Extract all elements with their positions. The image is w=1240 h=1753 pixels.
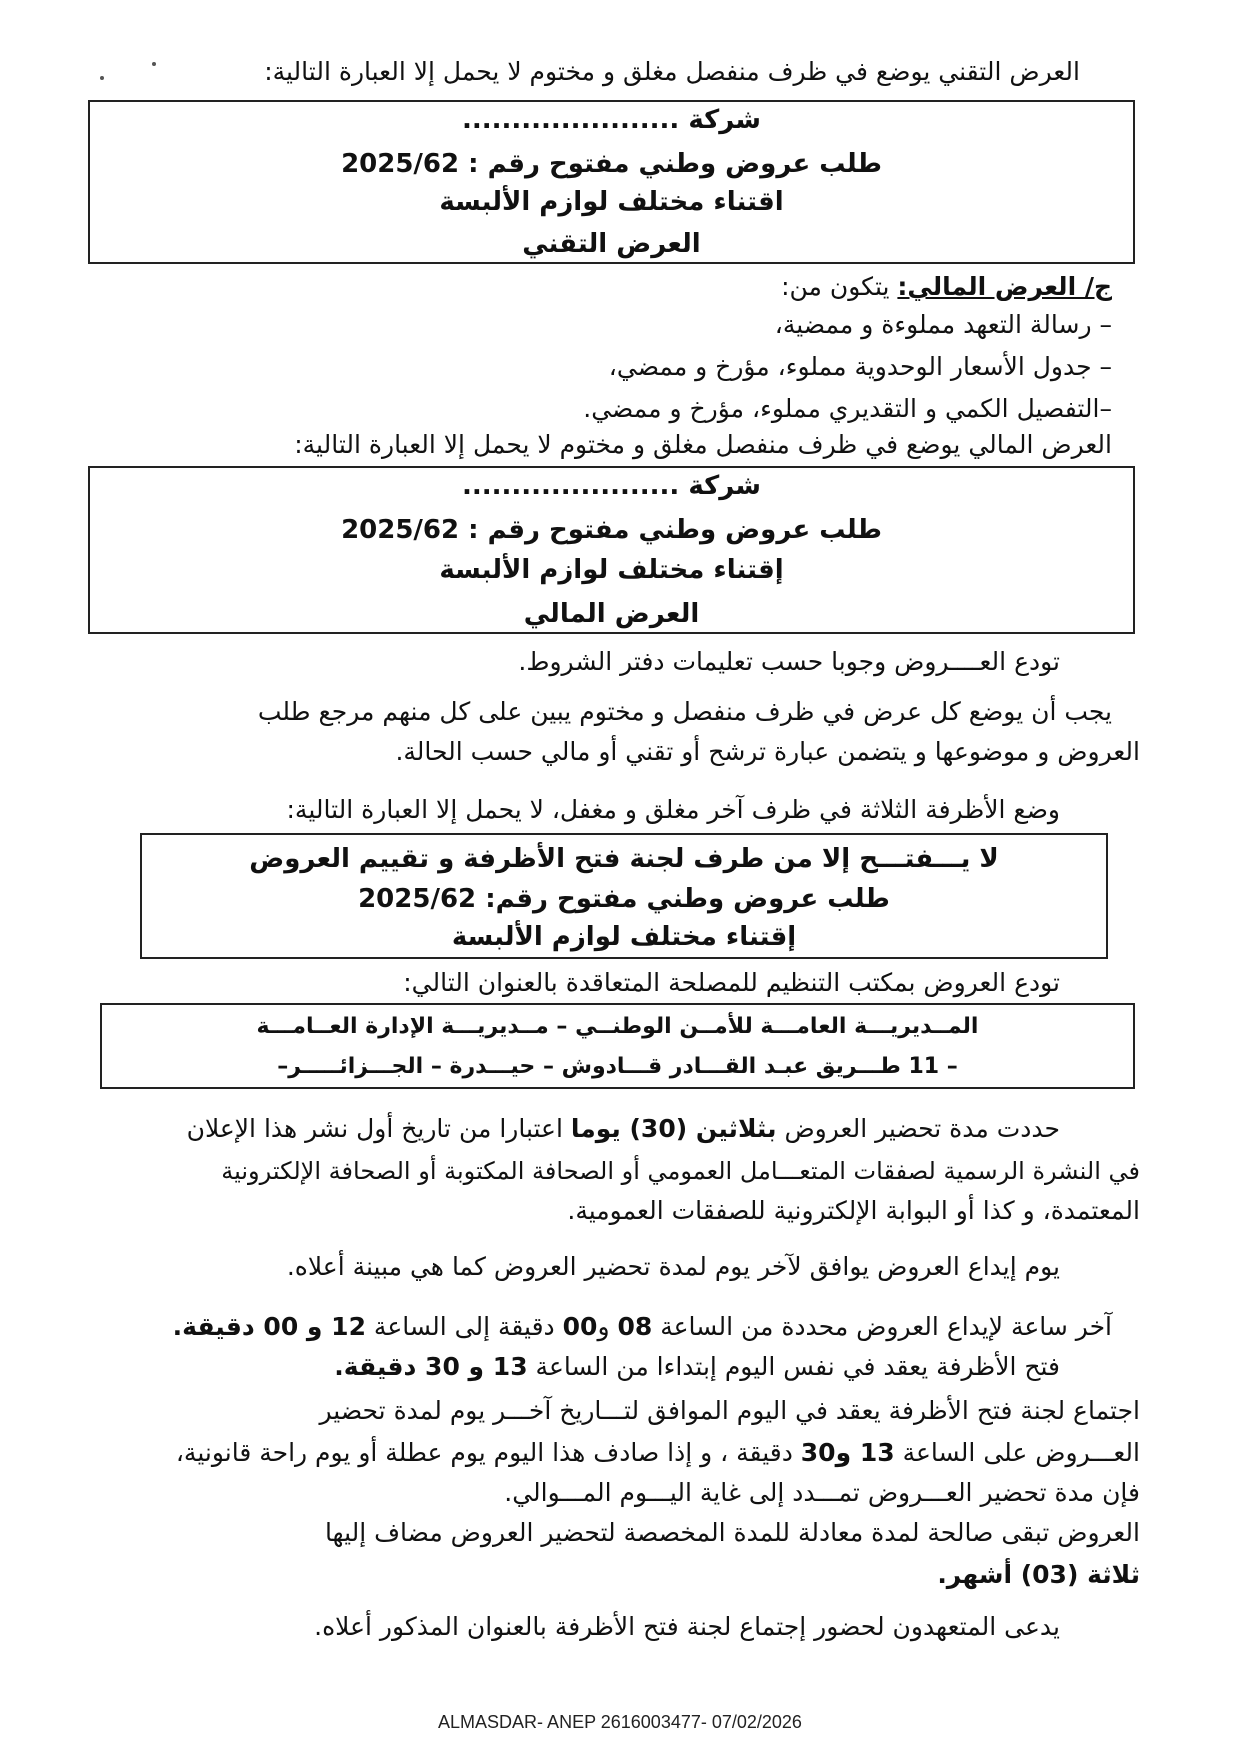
address-intro: تودع العروض بمكتب التنظيم للمصلحة المتعاقدة بالعنوان التالي: [403,968,1060,997]
deposit-rule-line: يجب أن يوضع كل عرض في ظرف منفصل و مختوم يبين على كل منهم مرجع طلب [257,697,1112,726]
company-line: شركة ...................... [462,105,761,135]
outer-label-line: إقتناء مختلف لوازم الألبسة [451,922,797,952]
hours-text: آخر ساعة لإيداع العروض محددة من الساعة [652,1312,1112,1341]
invitation-line: يدعى المتعهدون لحضور إجتماع لجنة فتح الأظرفة بالعنوان المذكور أعلاه. [314,1612,1060,1641]
opening-time-value: 13 و 30 دقيقة. [334,1352,528,1381]
financial-item: – رسالة التعهد مملوءة و ممضية، [774,310,1112,339]
outer-label-line: لا يـــفتـــح إلا من طرف لجنة فتح الأظرفة و تقييم العروض [249,844,999,874]
hours-value: 08 [617,1312,653,1341]
deadline-duration: بثلاثين (30) يوما [570,1114,777,1143]
technical-offer-intro: العرض التقني يوضع في ظرف منفصل مغلق و مختوم لا يحمل إلا العبارة التالية: [264,57,1080,86]
meeting-text: دقيقة ، و إذا صادف هذا اليوم يوم عطلة أو يوم راحة قانونية، [175,1438,801,1467]
address-box [100,1003,1135,1089]
deposit-rule-line: العروض و موضوعها و يتضمن عبارة ترشح أو تقني أو مالي حسب الحالة. [395,737,1140,766]
financial-offer-label-box [88,466,1135,634]
meeting-line: اجتماع لجنة فتح الأظرفة يعقد في اليوم الموافق لتـــاريخ آخـــر يوم لمدة تحضير [319,1396,1140,1425]
financial-offer-intro: العرض المالي يوضع في ظرف منفصل مغلق و مختوم لا يحمل إلا العبارة التالية: [294,430,1112,459]
outer-envelope-intro: وضع الأظرفة الثلاثة في ظرف آخر مغلق و مغفل، لا يحمل إلا العبارة التالية: [286,795,1060,824]
deadline-line: في النشرة الرسمية لصفقات المتعـــامل العمومي أو الصحافة المكتوبة أو الصحافة الإلكترونية [221,1157,1140,1185]
deposit-day-line: يوم إيداع العروض يوافق لآخر يوم لمدة تحضير العروض كما هي مبينة أعلاه. [286,1252,1060,1281]
deadline-line [187,1112,1060,1146]
tender-number-line: طلب عروض وطني مفتوح رقم : 2025/62 [341,149,882,179]
financial-offer-heading [781,270,1112,304]
tender-object-line: اقتناء مختلف لوازم الألبسة [439,187,784,217]
address-line: – 11 طـــريق عبـد القـــادر قـــادوش – حيـــدرة – الجـــزائـــــر– [277,1054,958,1079]
offer-title: العرض التقني [522,229,701,259]
meeting-line: فإن مدة تحضير العـــروض تمـــدد إلى غاية اليـــوم المـــوالي. [504,1478,1140,1507]
scan-speck [152,62,156,66]
hours-value: 12 و 00 دقيقة. [172,1312,366,1341]
outer-label-line: طلب عروض وطني مفتوح رقم: 2025/62 [358,884,890,914]
deadline-line: المعتمدة، و كذا أو البوابة الإلكترونية للصفقات العمومية. [567,1196,1140,1225]
meeting-text: العـــروض على الساعة [894,1438,1140,1467]
company-line: شركة ...................... [462,471,761,501]
hours-value: 00 [562,1312,598,1341]
footer-reference: ALMASDAR- ANEP 2616003477- 07/02/2026 [438,1712,802,1732]
validity-period: ثلاثة (03) أشهر. [937,1560,1140,1589]
deposit-hours-line [173,1310,1112,1344]
meeting-time-value: 13 و30 [800,1438,895,1467]
financial-item: –التفصيل الكمي و التقديري مملوء، مؤرخ و ممضي. [583,394,1112,423]
tender-object-line: إقتناء مختلف لوازم الألبسة [439,555,784,585]
address-line: المــديريـــة العامـــة للأمــن الوطنــي – مــديريـــة الإدارة العــامـــة [256,1014,979,1039]
validity-line: العروض تبقى صالحة لمدة معادلة للمدة المخصصة لتحضير العروض مضاف إليها [324,1518,1140,1547]
tender-number-line: طلب عروض وطني مفتوح رقم : 2025/62 [341,515,882,545]
opening-time-line [334,1350,1060,1384]
financial-offer-heading-rest: يتكون من: [781,272,898,301]
deposit-rule-line: تودع العــــروض وجوبا حسب تعليمات دفتر الشروط. [518,647,1060,676]
outer-envelope-label-box [140,833,1108,959]
deadline-text: حددت مدة تحضير العروض [776,1114,1060,1143]
hours-text: دقيقة إلى الساعة [365,1312,563,1341]
meeting-line [176,1436,1140,1470]
financial-offer-heading-label: ج/ العرض المالي: [897,272,1112,301]
opening-text: فتح الأظرفة يعقد في نفس اليوم إبتداءا من الساعة [527,1352,1060,1381]
hours-text: و [597,1312,618,1341]
deadline-text: اعتبارا من تاريخ أول نشر هذا الإعلان [186,1114,571,1143]
technical-offer-label-box [88,100,1135,264]
scan-speck [100,76,104,80]
financial-item: – جدول الأسعار الوحدوية مملوء، مؤرخ و ممضي، [608,352,1112,381]
offer-title: العرض المالي [523,599,700,629]
